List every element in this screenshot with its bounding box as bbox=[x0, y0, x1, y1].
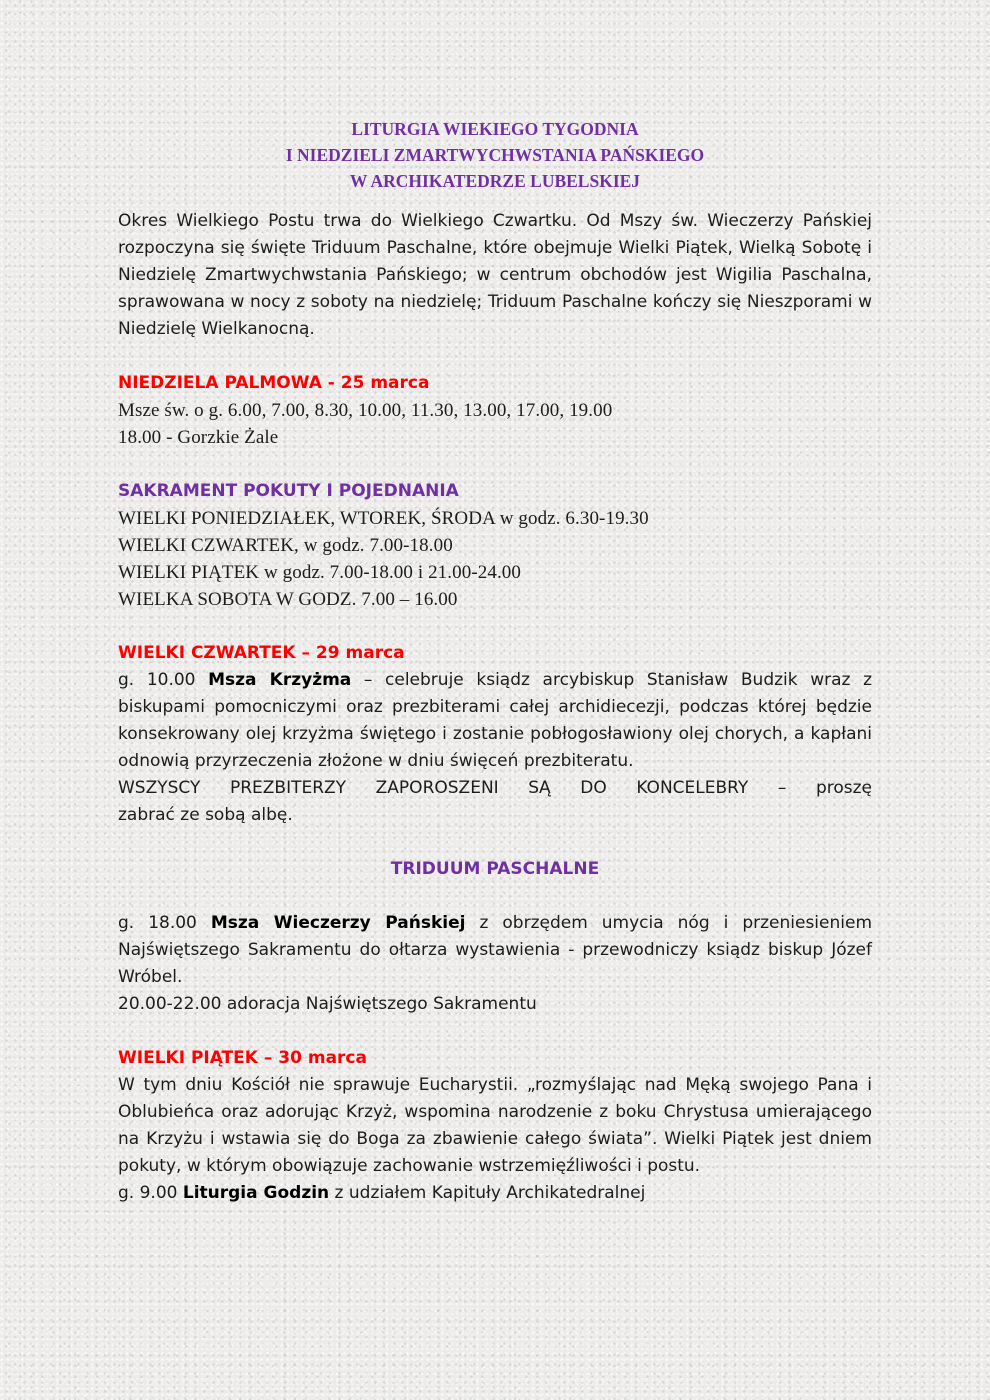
confession-line-4: WIELKA SOBOTA W GODZ. 7.00 – 16.00 bbox=[118, 589, 458, 610]
liturgy-of-hours-time: g. 9.00 bbox=[118, 1183, 183, 1203]
triduum-heading: TRIDUUM PASCHALNE bbox=[390, 859, 600, 879]
palm-sunday-masses: Msze św. o g. 6.00, 7.00, 8.30, 10.00, 11.30, 13.00, 17.00, 19.00 bbox=[118, 400, 613, 421]
title-line-2: I NIEDZIELI ZMARTWYCHWSTANIA PAŃSKIEGO bbox=[285, 145, 705, 165]
confession-line-3: WIELKI PIĄTEK w godz. 7.00-18.00 i 21.00-24.00 bbox=[118, 562, 522, 583]
intro-paragraph: Okres Wielkiego Postu trwa do Wielkiego Czwartku. Od Mszy św. Wieczerzy Pańskiej rozpoczyna się święte Triduum Paschalne, które obejmuje Wielki Piątek, Wielką Sobotę i Niedzielę Zmartwychwstania Pańskiego; w centrum obchodów jest Wigilia Paschalna, sprawowana w nocy z soboty na niedzielę; Triduum Paschalne kończy się Nieszporami w Niedzielę Wielkanocną. bbox=[118, 211, 872, 339]
lords-supper-title: Msza Wieczerzy Pańskiej bbox=[210, 913, 466, 933]
palm-sunday-heading: NIEDZIELA PALMOWA - 25 marca bbox=[118, 373, 430, 393]
section-good-friday bbox=[118, 1045, 872, 1207]
priests-invitation-line-1: WSZYSCY PREZBITERZY ZAPOROSZENI SĄ DO KONCELEBRY – proszę bbox=[118, 778, 872, 798]
document-title bbox=[118, 116, 872, 194]
good-friday-heading: WIELKI PIĄTEK – 30 marca bbox=[118, 1048, 367, 1068]
chrism-mass-paragraph bbox=[118, 667, 872, 775]
lords-supper-description: z obrzędem umycia nóg i przeniesieniem Najświętszego Sakramentu do ołtarza wystawienia - przewodniczy ksiądz biskup Józef Wróbel. bbox=[118, 913, 873, 987]
chrism-mass-description: – celebruje ksiądz arcybiskup Stanisław Budzik wraz z biskupami pomocniczymi oraz prezbiterami całej archidiecezji, podczas której będzie konsekrowany olej krzyżma świętego i zostanie pobłogosławiony olej chorych, a kapłani odnowią przyrzeczenia złożone w dniu święceń prezbiteratu. bbox=[118, 670, 873, 771]
good-friday-paragraph: W tym dniu Kościół nie sprawuje Eucharystii. „rozmyślając nad Męką swojego Pana i Oblubieńca oraz adorując Krzyż, wspomina narodzenie z boku Chrystusa umierającego na Krzyżu i wstawia się do Boga za zbawienie całego świata”. Wielki Piątek jest dniem pokuty, w którym obowiązuje zachowanie wstrzemięźliwości i postu. bbox=[118, 1075, 872, 1176]
document-page bbox=[118, 116, 872, 1207]
title-line-1: LITURGIA WIEKIEGO TYGODNIA bbox=[351, 119, 639, 139]
confession-heading: SAKRAMENT POKUTY I POJEDNANIA bbox=[118, 481, 459, 501]
section-confession bbox=[118, 478, 872, 613]
palm-sunday-bitter-lamentations: 18.00 - Gorzkie Żale bbox=[118, 427, 279, 448]
section-palm-sunday bbox=[118, 370, 872, 451]
liturgy-of-hours-line bbox=[118, 1180, 872, 1207]
confession-line-2: WIELKI CZWARTEK, w godz. 7.00-18.00 bbox=[118, 535, 453, 556]
lords-supper-paragraph bbox=[118, 910, 872, 991]
title-line-3: W ARCHIKATEDRZE LUBELSKIEJ bbox=[349, 171, 641, 191]
priests-invitation-line-2: zabrać ze sobą albę. bbox=[118, 805, 293, 825]
confession-line-1: WIELKI PONIEDZIAŁEK, WTOREK, ŚRODA w godz. 6.30-19.30 bbox=[118, 508, 649, 529]
adoration-line: 20.00-22.00 adoracja Najświętszego Sakramentu bbox=[118, 994, 537, 1014]
lords-supper-time: g. 18.00 bbox=[118, 913, 211, 933]
section-holy-thursday bbox=[118, 640, 872, 829]
chrism-mass-time: g. 10.00 bbox=[118, 670, 209, 690]
liturgy-of-hours-description: z udziałem Kapituły Archikatedralnej bbox=[329, 1183, 646, 1203]
liturgy-of-hours-title: Liturgia Godzin bbox=[182, 1183, 330, 1203]
holy-thursday-heading: WIELKI CZWARTEK – 29 marca bbox=[118, 643, 405, 663]
document-body bbox=[118, 208, 872, 1207]
section-triduum bbox=[118, 856, 872, 1018]
chrism-mass-title: Msza Krzyżma bbox=[208, 670, 352, 690]
